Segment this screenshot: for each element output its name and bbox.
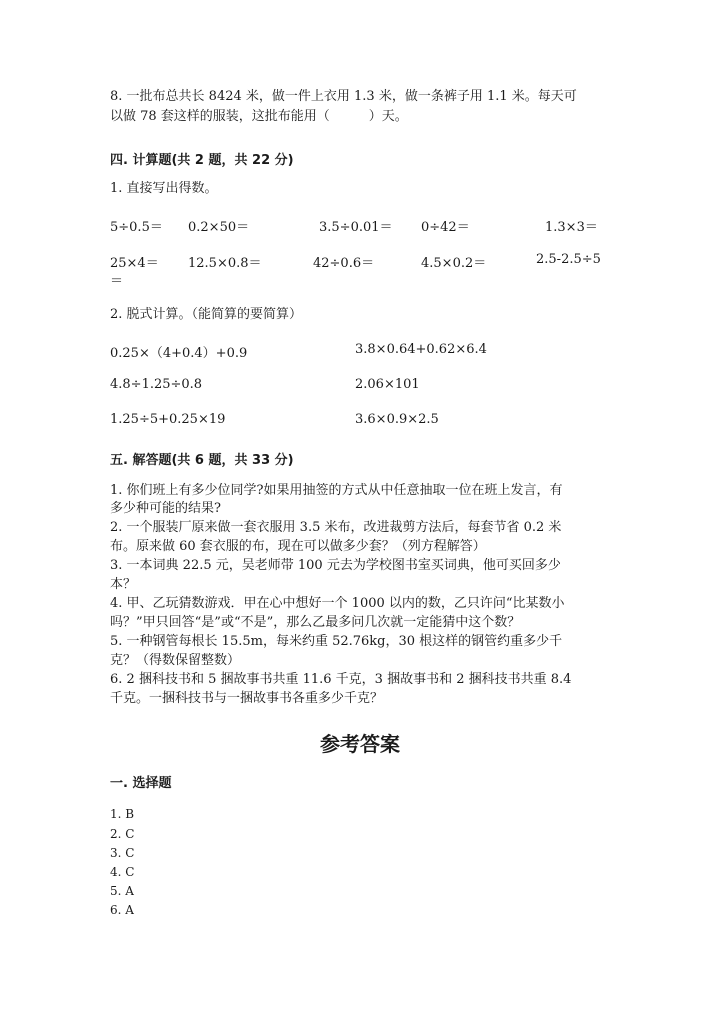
answers-section-title: 一. 选择题: [110, 776, 172, 791]
calc-item: 0.2×50＝: [188, 220, 250, 235]
expr-item: 0.25×（4+0.4）+0.9: [110, 346, 248, 361]
q8-line-2: 以做 78 套这样的服装，这批布能用（ ）天。: [110, 109, 408, 124]
answers-title: 参考答案: [320, 732, 400, 756]
calc-item: 12.5×0.8＝: [188, 256, 262, 271]
expr-item: 2.06×101: [355, 377, 420, 392]
expr-item: 1.25÷5+0.25×19: [110, 412, 226, 427]
calc-item: 5÷0.5＝: [110, 220, 163, 235]
calc-q1-title: 1. 直接写出得数。: [110, 181, 218, 196]
expr-item: 3.8×0.64+0.62×6.4: [355, 342, 487, 357]
calc-q2-title: 2. 脱式计算。（能简算的要简算）: [110, 307, 303, 322]
calc-item: 25×4＝: [110, 256, 159, 271]
expr-item: 4.8÷1.25÷0.8: [110, 377, 203, 392]
section-4-title: 四. 计算题(共 2 题，共 22 分): [110, 153, 294, 168]
calc-item: 42÷0.6＝: [313, 256, 375, 271]
answer-item: 5. A: [110, 884, 134, 898]
problem-line: 6. 2 捆科技书和 5 捆故事书共重 11.6 千克，3 捆故事书和 2 捆科技书共重 8.4: [110, 672, 572, 687]
calc-item: 2.5-2.5÷5: [536, 252, 601, 267]
answer-item: 6. A: [110, 903, 134, 917]
problem-line: 2. 一个服装厂原来做一套衣服用 3.5 米布，改进裁剪方法后，每套节省 0.2 米: [110, 520, 562, 535]
answer-item: 4. C: [110, 865, 135, 879]
problem-line: 4. 甲、乙玩猜数游戏．甲在心中想好一个 1000 以内的数，乙只许问“比某数小: [110, 596, 565, 611]
q8-line-1: 8. 一批布总共长 8424 米，做一件上衣用 1.3 米，做一条裤子用 1.1 米。每天可: [110, 89, 577, 104]
problem-line: 多少种可能的结果?: [110, 501, 221, 516]
answer-item: 1. B: [110, 807, 135, 821]
problem-line: 千克。一捆科技书与一捆故事书各重多少千克？: [110, 691, 384, 706]
problem-line: 3. 一本词典 22.5 元，吴老师带 100 元去为学校图书室买词典，他可买回多少: [110, 558, 561, 573]
calc-item-tail: ＝: [110, 274, 124, 289]
answer-item: 2. C: [110, 827, 135, 841]
calc-item: 3.5÷0.01＝: [319, 220, 393, 235]
problem-line: 布。原来做 60 套衣服的布，现在可以做多少套？（列方程解答）: [110, 539, 486, 554]
section-5-title: 五. 解答题(共 6 题，共 33 分): [110, 453, 294, 468]
problem-line: 本？: [110, 577, 137, 592]
calc-item: 4.5×0.2＝: [421, 256, 487, 271]
problem-line: 吗？”甲只回答“是”或“不是”，那么乙最多问几次就一定能猜中这个数？: [110, 615, 521, 630]
problem-line: 1. 你们班上有多少位同学?如果用抽签的方式从中任意抽取一位在班上发言，有: [110, 483, 563, 498]
problem-line: 克？（得数保留整数）: [110, 653, 241, 668]
calc-item: 0÷42＝: [421, 220, 470, 235]
answer-item: 3. C: [110, 846, 135, 860]
expr-item: 3.6×0.9×2.5: [355, 412, 439, 427]
calc-item: 1.3×3＝: [545, 220, 598, 235]
problem-line: 5. 一种钢管每根长 15.5m，每米约重 52.76kg，30 根这样的钢管约重多少千: [110, 634, 563, 649]
